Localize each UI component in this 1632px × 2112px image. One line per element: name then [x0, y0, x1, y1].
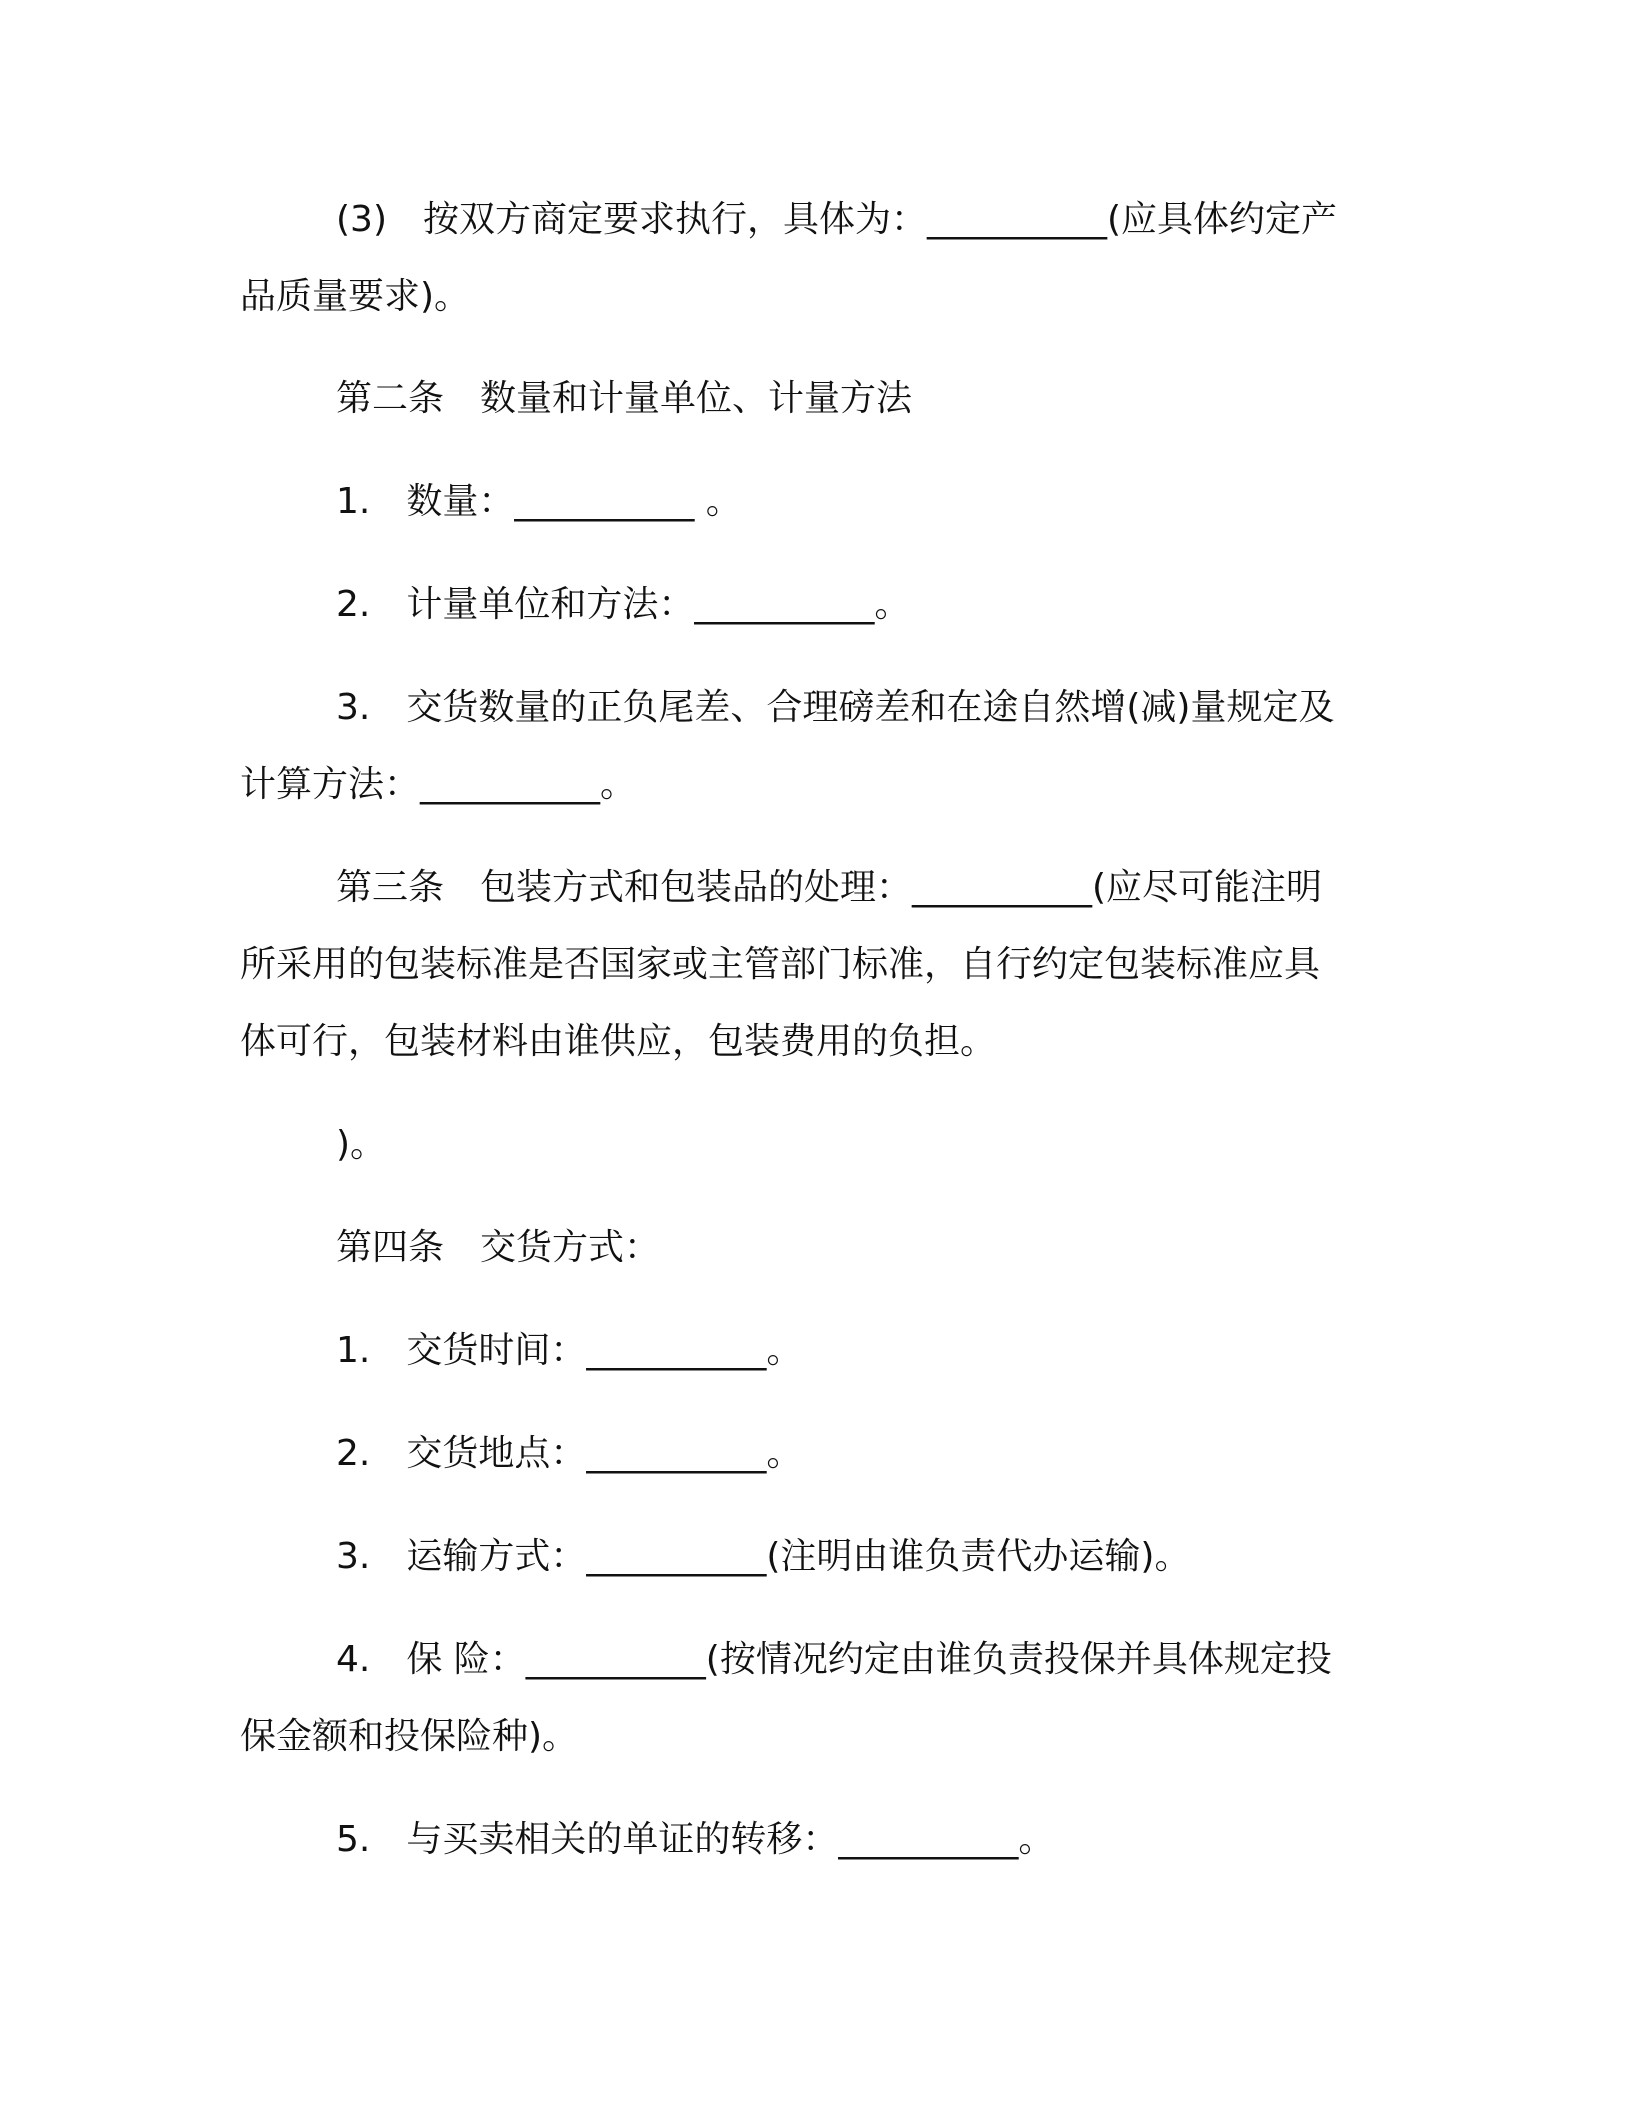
article-2-heading: 第二条 数量和计量单位、计量方法: [336, 378, 913, 419]
clause-quality-3-line-2: 品质量要求)。: [240, 276, 471, 317]
article-4-item-4-line-1: 4. 保 险：__________(按情况约定由谁负责投保并具体规定投: [336, 1639, 1332, 1680]
article-4-item-4-line-2: 保金额和投保险种)。: [240, 1716, 579, 1757]
article-3-line-3: 体可行，包装材料由谁供应，包装费用的负担。: [240, 1021, 997, 1062]
article-4-item-1: 1. 交货时间：__________。: [336, 1330, 803, 1371]
article-3-line-2: 所采用的包装标准是否国家或主管部门标准，自行约定包装标准应具: [240, 944, 1321, 985]
clause-quality-3-line-1: (3) 按双方商定要求执行，具体为：__________(应具体约定产: [336, 199, 1338, 240]
article-2-item-3-line-1: 3. 交货数量的正负尾差、合理磅差和在途自然增(减)量规定及: [336, 687, 1335, 728]
article-3-line-4: )。: [336, 1124, 387, 1165]
article-2-item-2: 2. 计量单位和方法：__________。: [336, 584, 911, 625]
article-4-item-3: 3. 运输方式：__________(注明由谁负责代办运输)。: [336, 1536, 1191, 1577]
article-4-item-5: 5. 与买卖相关的单证的转移：__________。: [336, 1819, 1055, 1860]
article-2-item-3-line-2: 计算方法：__________。: [240, 764, 637, 805]
article-2-item-1: 1. 数量：__________ 。: [336, 481, 742, 522]
article-4-heading: 第四条 交货方式：: [336, 1227, 661, 1268]
article-3-line-1: 第三条 包装方式和包装品的处理：__________(应尽可能注明: [336, 867, 1323, 908]
article-4-item-2: 2. 交货地点：__________。: [336, 1433, 803, 1474]
